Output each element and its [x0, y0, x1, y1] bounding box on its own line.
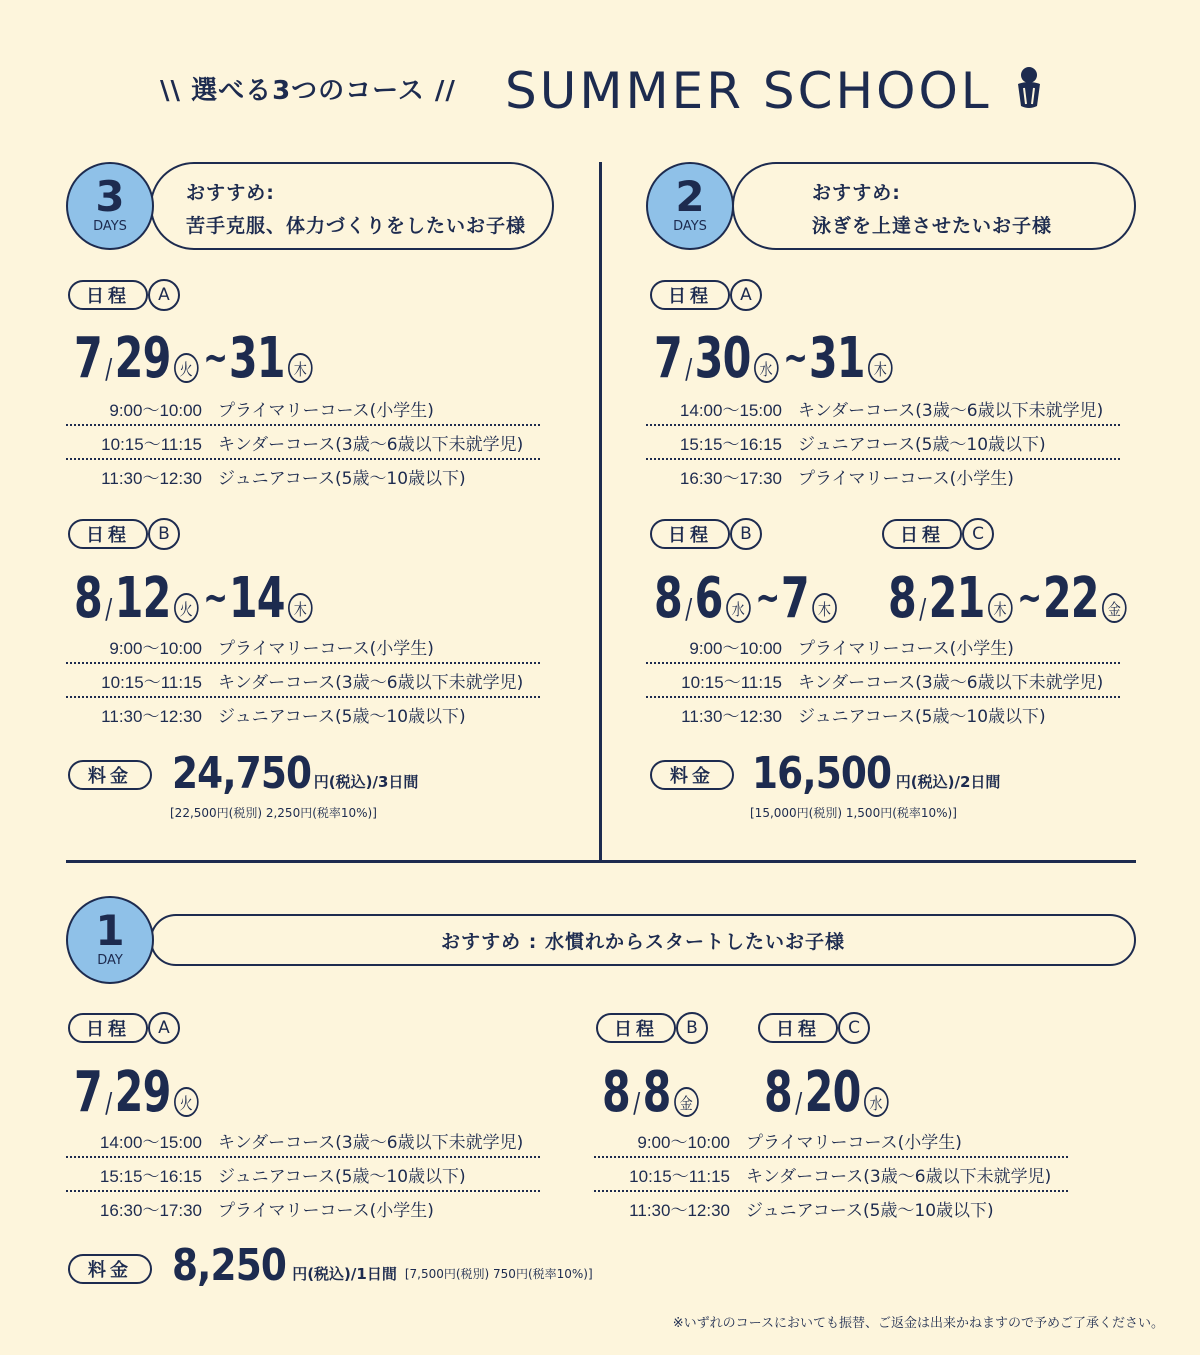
- header-subtitle: \\ 選べる3つのコース //: [160, 76, 456, 106]
- date-2a: 7 / 30 水 ~ 31 木: [654, 326, 896, 391]
- date-3a: 7 / 29 火 ~ 31 木: [74, 326, 316, 391]
- timetable-3b: [66, 630, 540, 730]
- fee-3days: 24,750 円(税込)/3日間: [172, 748, 419, 799]
- slash-left-icon: \\: [160, 76, 181, 106]
- badge-2days: 2 DAYS: [646, 162, 734, 250]
- table-row: 9:00〜10:00 プライマリーコース(小学生): [66, 630, 540, 664]
- timetable-1a: [66, 1124, 540, 1224]
- fee-tag-2days: 料金: [650, 760, 734, 790]
- date-1a: 7 / 29 火: [74, 1060, 202, 1125]
- timetable-1bc: [594, 1124, 1068, 1224]
- fee-note-3days: [22,500円(税別) 2,250円(税率10%)]: [170, 806, 377, 820]
- divider-horizontal: [66, 860, 1136, 863]
- recommend-pill-1day: おすすめ : 水慣れからスタートしたいお子様: [150, 914, 1136, 966]
- schedule-tag-3b: 日程 B: [68, 518, 180, 550]
- schedule-tag-1c: 日程 C: [758, 1012, 870, 1044]
- slash-right-icon: //: [434, 76, 456, 106]
- timetable-3a: [66, 392, 540, 492]
- table-row: 16:30〜17:30 プライマリーコース(小学生): [679, 468, 1014, 489]
- page-title: SUMMER SCHOOL: [505, 62, 992, 120]
- timetable-2bc: [646, 630, 1120, 730]
- table-row: 11:30〜12:30 ジュニアコース(5歳〜10歳以下): [629, 1200, 994, 1221]
- table-row: 14:00〜15:00 キンダーコース(3歳〜6歳以下未就学児): [66, 1124, 540, 1158]
- fee-2days: 16,500 円(税込)/2日間: [752, 748, 1001, 799]
- date-1b: 8 / 8 金: [602, 1060, 702, 1125]
- table-row: 11:30〜12:30 ジュニアコース(5歳〜10歳以下): [101, 468, 466, 489]
- fee-note-2days: [15,000円(税別) 1,500円(税率10%)]: [750, 806, 957, 820]
- date-2b: 8 / 6 水 ~ 7 木: [654, 566, 840, 631]
- fee-note-1day: [7,500円(税別) 750円(税率10%)]: [404, 1267, 593, 1281]
- schedule-tag-1a: 日程 A: [68, 1012, 180, 1044]
- date-2c: 8 / 21 木 ~ 22 金: [888, 566, 1130, 631]
- schedule-tag-3a: 日程 A: [68, 279, 180, 311]
- table-row: 11:30〜12:30 ジュニアコース(5歳〜10歳以下): [681, 706, 1046, 727]
- recommend-pill-2days: おすすめ: 泳ぎを上達させたいお子様: [732, 162, 1136, 250]
- schedule-tag-2c: 日程 C: [882, 518, 994, 550]
- table-row: 14:00〜15:00 キンダーコース(3歳〜6歳以下未就学児): [646, 392, 1120, 426]
- table-row: 16:30〜17:30 プライマリーコース(小学生): [99, 1200, 434, 1221]
- schedule-tag-1b: 日程 B: [596, 1012, 708, 1044]
- schedule-tag-2b: 日程 B: [650, 518, 762, 550]
- table-row: 9:00〜10:00 プライマリーコース(小学生): [66, 392, 540, 426]
- fee-tag-3days: 料金: [68, 760, 152, 790]
- table-row: 10:15〜11:15 キンダーコース(3歳〜6歳以下未就学児): [594, 1158, 1068, 1192]
- table-row: 11:30〜12:30 ジュニアコース(5歳〜10歳以下): [101, 706, 466, 727]
- timetable-2a: [646, 392, 1120, 492]
- recommend-pill-3days: おすすめ: 苦手克服、体力づくりをしたいお子様: [150, 162, 554, 250]
- drop-icon: [1015, 66, 1043, 110]
- badge-3days: 3 DAYS: [66, 162, 154, 250]
- table-row: 15:15〜16:15 ジュニアコース(5歳〜10歳以下): [646, 426, 1120, 460]
- table-row: 9:00〜10:00 プライマリーコース(小学生): [646, 630, 1120, 664]
- table-row: 10:15〜11:15 キンダーコース(3歳〜6歳以下未就学児): [66, 426, 540, 460]
- footnote: ※いずれのコースにおいても振替、ご返金は出来かねますので予めご了承ください。: [672, 1316, 1164, 1331]
- badge-1day: 1 DAY: [66, 896, 154, 984]
- fee-tag-1day: 料金: [68, 1254, 152, 1284]
- date-1c: 8 / 20 水: [764, 1060, 892, 1125]
- table-row: 9:00〜10:00 プライマリーコース(小学生): [594, 1124, 1068, 1158]
- fee-1day: 8,250 円(税込)/1日間 [7,500円(税別) 750円(税率10%)]: [172, 1240, 593, 1291]
- schedule-tag-2a: 日程 A: [650, 279, 762, 311]
- date-3b: 8 / 12 火 ~ 14 木: [74, 566, 316, 631]
- table-row: 10:15〜11:15 キンダーコース(3歳〜6歳以下未就学児): [66, 664, 540, 698]
- table-row: 10:15〜11:15 キンダーコース(3歳〜6歳以下未就学児): [646, 664, 1120, 698]
- divider-vertical: [599, 162, 602, 862]
- table-row: 15:15〜16:15 ジュニアコース(5歳〜10歳以下): [66, 1158, 540, 1192]
